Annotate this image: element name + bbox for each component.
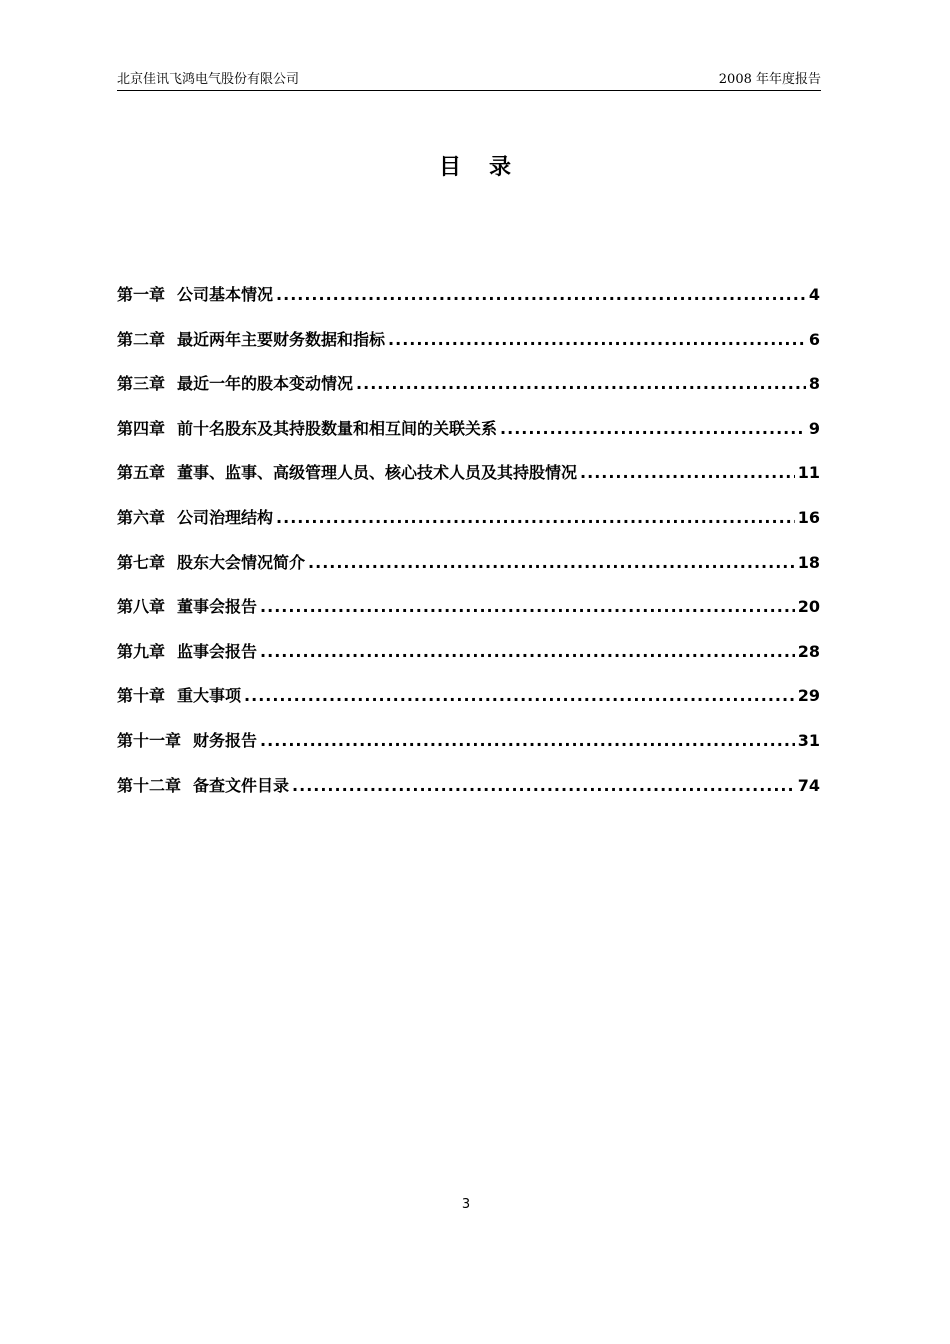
toc-chapter-label: 第一章 bbox=[117, 285, 166, 304]
toc-chapter-label: 第十二章 bbox=[117, 775, 182, 795]
toc-chapter-name: 最近两年主要财务数据和指标 bbox=[177, 329, 386, 349]
toc-chapter-name: 公司基本情况 bbox=[177, 285, 274, 304]
toc-chapter-label: 第九章 bbox=[117, 641, 166, 661]
toc-page-number: 8 bbox=[808, 374, 820, 394]
toc-item-chapter-1[interactable] bbox=[117, 282, 820, 327]
toc-item-chapter-3[interactable] bbox=[117, 371, 820, 416]
page-header bbox=[117, 62, 821, 91]
toc-chapter-label: 第三章 bbox=[117, 374, 166, 394]
toc-item-chapter-2[interactable] bbox=[117, 327, 820, 372]
toc-item-chapter-6[interactable] bbox=[117, 505, 820, 550]
toc-chapter-name: 备查文件目录 bbox=[193, 775, 290, 795]
toc-chapter-label: 第十一章 bbox=[117, 730, 182, 750]
toc-chapter-label: 第七章 bbox=[117, 552, 166, 572]
toc-item-chapter-8[interactable] bbox=[117, 594, 820, 639]
table-of-contents bbox=[117, 282, 820, 817]
toc-item-chapter-11[interactable] bbox=[117, 728, 820, 773]
toc-item-chapter-9[interactable] bbox=[117, 639, 820, 684]
toc-title: 目录 bbox=[438, 155, 539, 180]
toc-chapter-name: 股东大会情况简介 bbox=[177, 552, 306, 572]
toc-item-chapter-5[interactable] bbox=[117, 460, 820, 505]
toc-dot-leader bbox=[500, 419, 806, 438]
toc-dot-leader bbox=[260, 597, 795, 616]
toc-page-number: 18 bbox=[797, 552, 820, 572]
toc-chapter-name: 前十名股东及其持股数量和相互间的关联关系 bbox=[177, 418, 498, 438]
toc-dot-leader bbox=[260, 642, 795, 661]
toc-item-chapter-10[interactable] bbox=[117, 683, 820, 728]
toc-page-number: 9 bbox=[808, 418, 820, 438]
toc-dot-leader bbox=[308, 553, 795, 572]
toc-dot-leader bbox=[244, 686, 795, 705]
toc-item-chapter-12[interactable] bbox=[117, 773, 820, 818]
toc-dot-leader bbox=[580, 463, 795, 482]
toc-page-number: 4 bbox=[808, 285, 820, 304]
toc-page-number: 20 bbox=[797, 597, 820, 617]
toc-chapter-name: 重大事项 bbox=[177, 686, 242, 706]
toc-chapter-name: 董事会报告 bbox=[177, 597, 258, 617]
toc-dot-leader bbox=[356, 374, 806, 393]
toc-page-number: 6 bbox=[808, 329, 820, 349]
toc-dot-leader bbox=[388, 330, 806, 349]
header-company-name: 北京佳讯飞鸿电气股份有限公司 bbox=[117, 72, 300, 87]
toc-dot-leader bbox=[276, 285, 806, 304]
toc-chapter-label: 第二章 bbox=[117, 329, 166, 349]
toc-chapter-label: 第五章 bbox=[117, 463, 166, 483]
toc-chapter-label: 第八章 bbox=[117, 597, 166, 617]
toc-page-number: 28 bbox=[797, 641, 820, 661]
toc-dot-leader bbox=[292, 776, 795, 795]
toc-chapter-name: 董事、监事、高级管理人员、核心技术人员及其持股情况 bbox=[177, 463, 578, 483]
toc-item-chapter-7[interactable] bbox=[117, 550, 820, 595]
toc-dot-leader bbox=[276, 508, 795, 527]
toc-page-number: 74 bbox=[797, 775, 820, 795]
toc-chapter-name: 财务报告 bbox=[193, 730, 258, 750]
toc-chapter-name: 公司治理结构 bbox=[177, 507, 274, 527]
toc-page-number: 31 bbox=[797, 730, 820, 750]
toc-dot-leader bbox=[260, 731, 795, 750]
toc-page-number: 29 bbox=[797, 686, 820, 706]
toc-chapter-name: 监事会报告 bbox=[177, 641, 258, 661]
toc-chapter-label: 第四章 bbox=[117, 418, 166, 438]
toc-page-number: 16 bbox=[797, 507, 820, 527]
header-report-title: 2008 年年度报告 bbox=[718, 72, 821, 87]
toc-item-chapter-4[interactable] bbox=[117, 416, 820, 461]
toc-chapter-label: 第十章 bbox=[117, 686, 166, 706]
toc-chapter-name: 最近一年的股本变动情况 bbox=[177, 374, 354, 394]
toc-chapter-label: 第六章 bbox=[117, 507, 166, 527]
page-footer-number: 3 bbox=[461, 1197, 471, 1212]
toc-page-number: 11 bbox=[797, 463, 820, 483]
